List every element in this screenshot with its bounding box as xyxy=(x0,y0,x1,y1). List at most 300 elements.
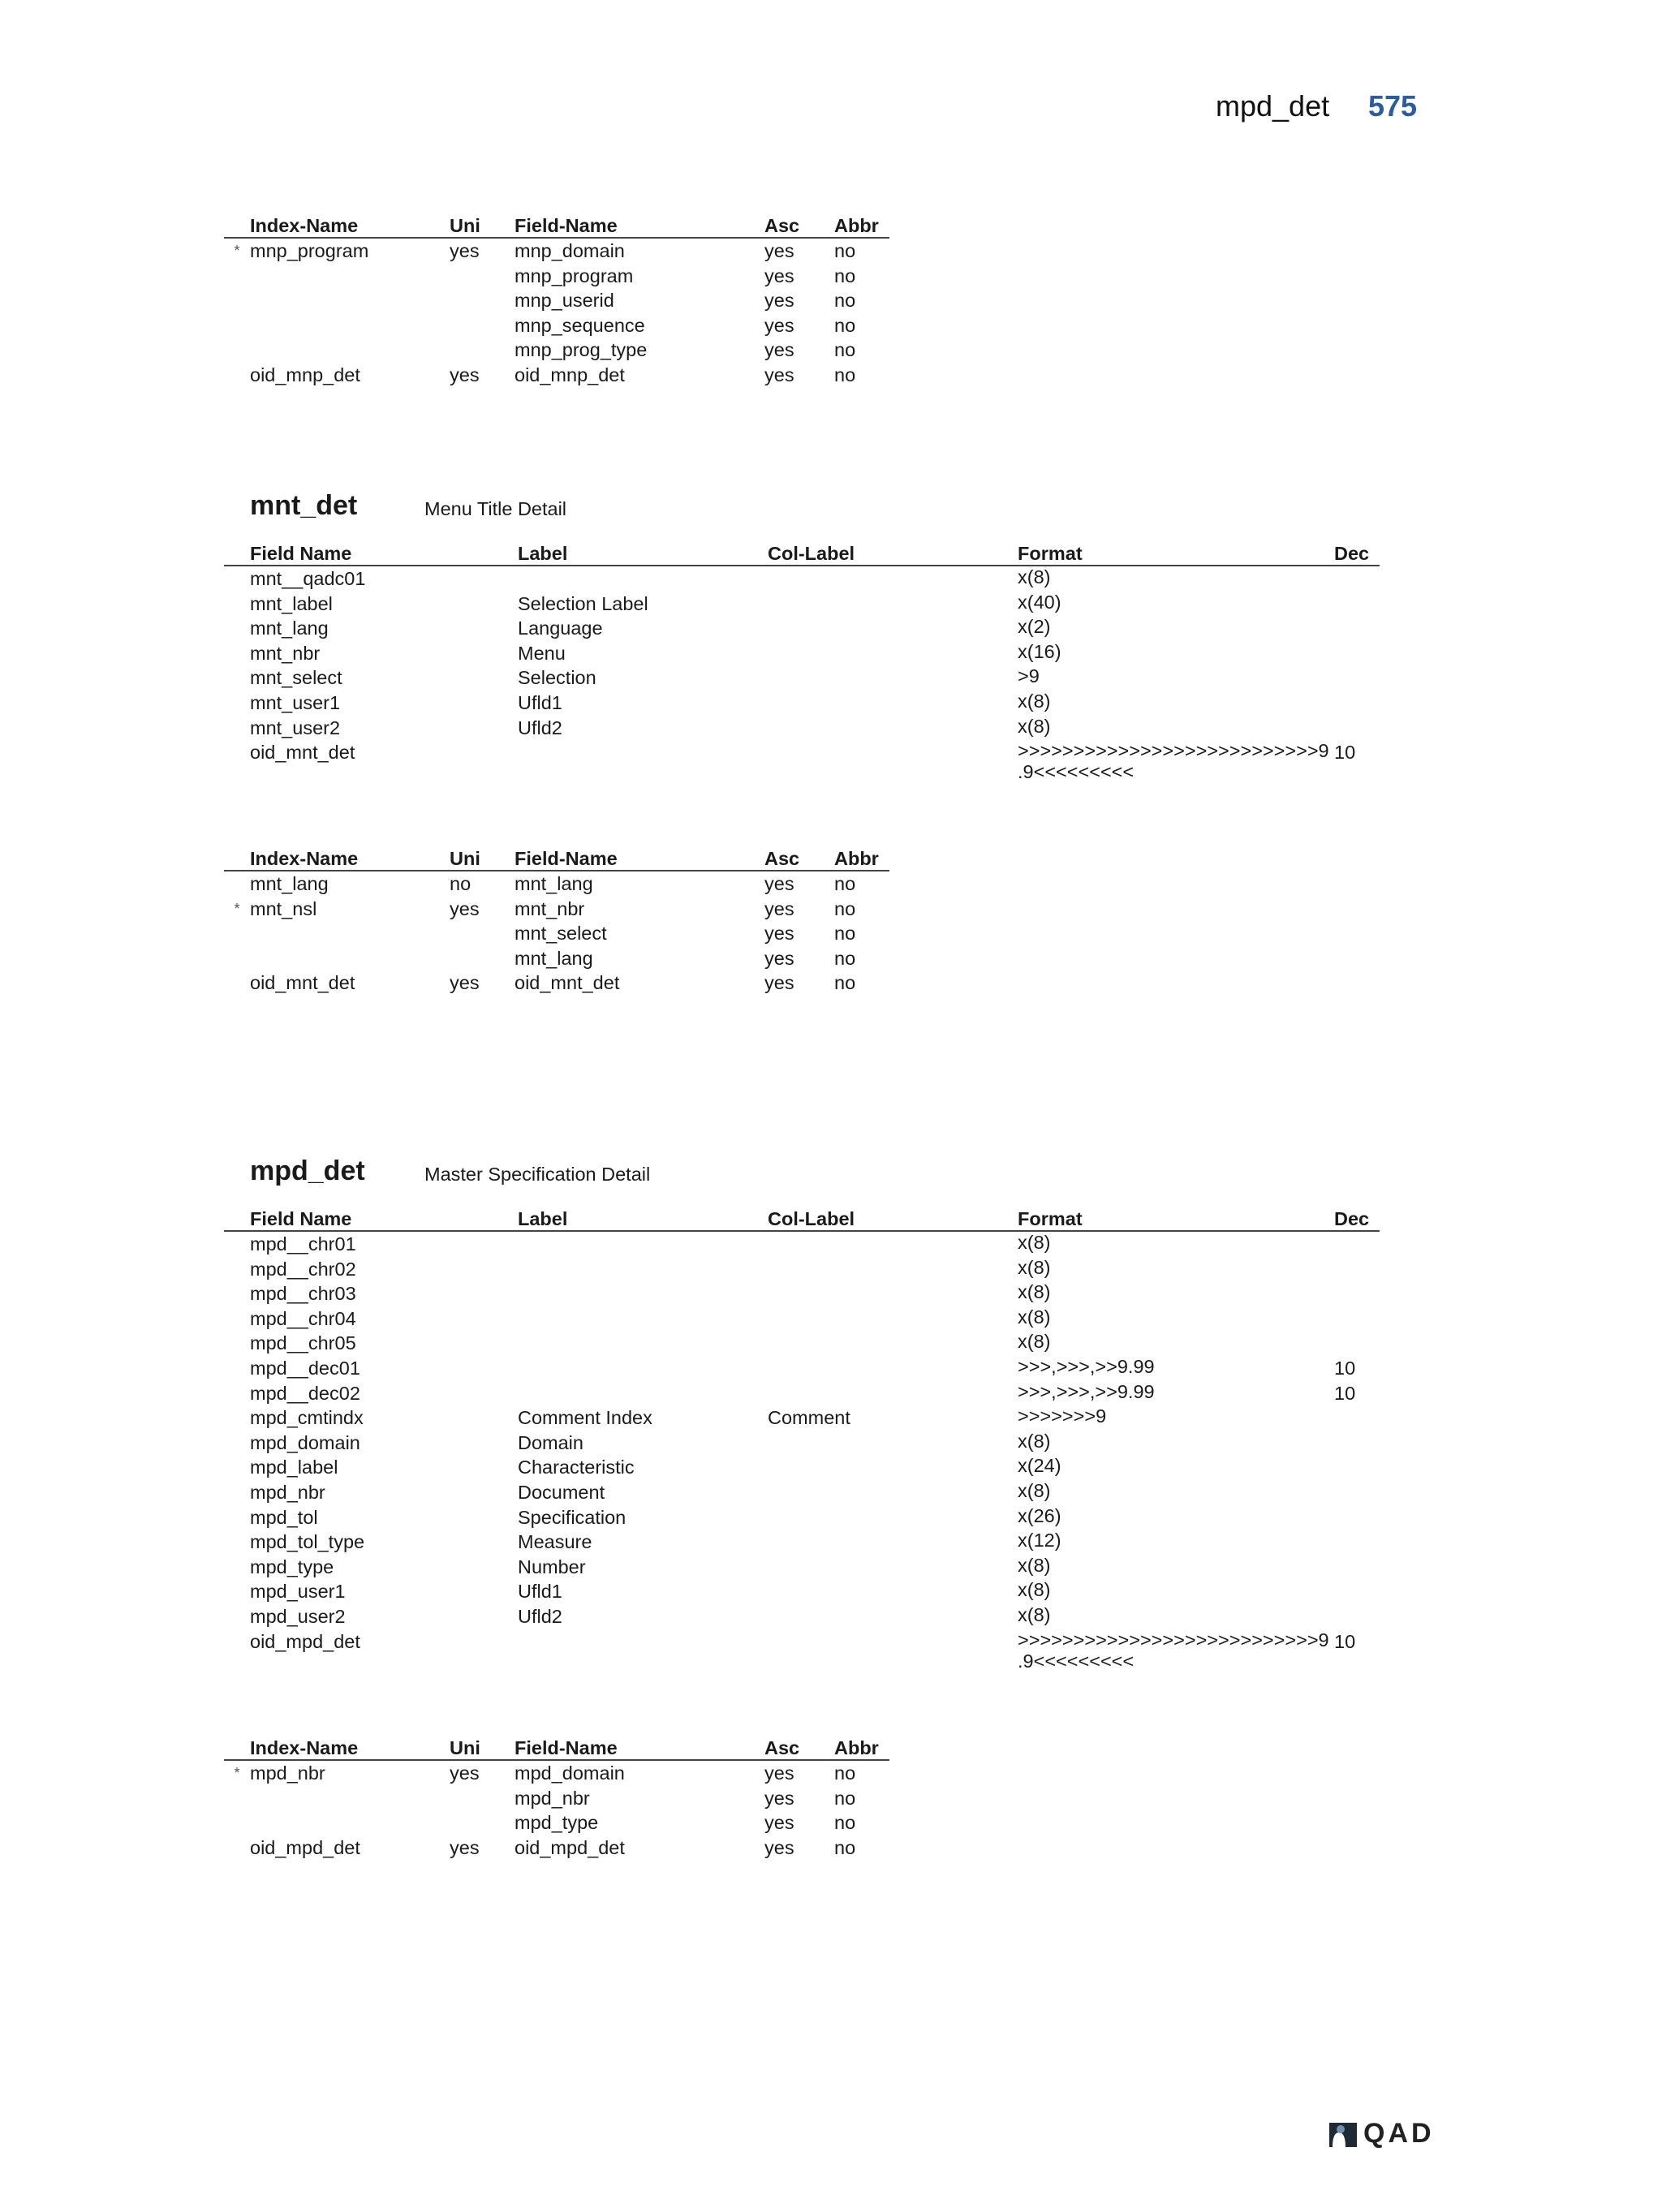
index-name xyxy=(250,946,450,971)
index-name: mnt_nsl xyxy=(250,897,317,919)
mpd-section-title xyxy=(250,1155,651,1187)
col-field-name: Field Name xyxy=(250,540,518,566)
ascending-flag: yes xyxy=(764,1812,794,1834)
column-label xyxy=(768,1629,1018,1672)
unique-flag: yes xyxy=(450,1836,480,1858)
index-row xyxy=(224,363,889,388)
abbreviated-flag: no xyxy=(834,1836,856,1858)
mpd-field-table xyxy=(224,1206,1380,1672)
mnt-index-table xyxy=(224,846,889,996)
col-field-name: Field-Name xyxy=(515,213,764,238)
field-name: mnt_lang xyxy=(515,947,593,969)
qad-logo-icon xyxy=(1328,2119,1358,2149)
field-name: mnt_label xyxy=(250,592,333,614)
primary-index-marker xyxy=(224,288,250,313)
primary-index-marker xyxy=(224,970,250,996)
unique-flag: no xyxy=(450,873,471,894)
field-row xyxy=(224,1356,1380,1381)
field-name: mpd_nbr xyxy=(250,1481,325,1503)
row-marker xyxy=(224,1231,250,1257)
field-name: mnp_domain xyxy=(515,240,625,261)
field-name: oid_mnt_det xyxy=(250,742,355,764)
row-marker xyxy=(224,592,250,617)
decimals xyxy=(1334,616,1380,641)
row-marker xyxy=(224,1579,250,1604)
field-format: x(8) xyxy=(1018,1281,1051,1303)
row-marker xyxy=(224,1405,250,1431)
unique-flag xyxy=(450,946,515,971)
field-row xyxy=(224,641,1380,666)
field-label: Selection Label xyxy=(518,592,648,614)
field-row xyxy=(224,592,1380,617)
field-name: mpd__chr04 xyxy=(250,1307,356,1329)
field-label xyxy=(518,1257,768,1282)
field-label: Document xyxy=(518,1481,605,1503)
primary-index-marker: * xyxy=(234,1765,240,1781)
abbreviated-flag: no xyxy=(834,339,856,361)
index-name xyxy=(250,264,450,289)
field-row xyxy=(224,740,1380,782)
primary-index-marker xyxy=(224,1786,250,1811)
column-label xyxy=(768,1604,1018,1629)
index-name xyxy=(250,921,450,946)
index-row xyxy=(224,897,889,922)
field-name: mnp_program xyxy=(515,265,634,286)
index-name: mnt_lang xyxy=(250,873,329,894)
column-label xyxy=(768,1356,1018,1381)
field-name: mpd_user1 xyxy=(250,1581,346,1603)
col-label: Label xyxy=(518,540,768,566)
field-label xyxy=(518,1231,768,1257)
field-name: mpd_type xyxy=(250,1556,334,1577)
primary-index-marker: * xyxy=(234,900,240,917)
ascending-flag: yes xyxy=(764,972,794,994)
decimals xyxy=(1334,641,1380,666)
decimals xyxy=(1334,592,1380,617)
unique-flag: yes xyxy=(450,240,480,261)
abbreviated-flag: no xyxy=(834,897,856,919)
column-label xyxy=(768,740,1018,782)
decimals xyxy=(1334,1505,1380,1530)
field-row xyxy=(224,1579,1380,1604)
abbreviated-flag: no xyxy=(834,364,856,385)
field-row xyxy=(224,1480,1380,1505)
running-table-name: mpd_det xyxy=(1216,89,1330,123)
ascending-flag: yes xyxy=(764,364,794,385)
field-name: mnp_userid xyxy=(515,290,614,312)
page-header xyxy=(0,89,1662,138)
field-format: x(8) xyxy=(1018,1554,1051,1576)
field-label xyxy=(518,740,768,782)
ascending-flag: yes xyxy=(764,923,794,945)
abbreviated-flag: no xyxy=(834,290,856,312)
column-label xyxy=(768,1281,1018,1306)
field-name: oid_mpd_det xyxy=(250,1630,360,1652)
field-header-row xyxy=(224,540,1380,566)
row-marker xyxy=(224,1381,250,1406)
col-field-name: Field-Name xyxy=(515,1735,764,1760)
field-name: mnt_nbr xyxy=(515,897,585,919)
decimals: 10 xyxy=(1334,1382,1356,1404)
field-format: x(8) xyxy=(1018,690,1051,712)
field-row xyxy=(224,1331,1380,1356)
col-asc: Asc xyxy=(764,213,834,238)
field-label: Selection xyxy=(518,667,596,689)
decimals xyxy=(1334,1331,1380,1356)
field-name: mnt_nbr xyxy=(250,642,321,664)
decimals xyxy=(1334,691,1380,716)
unique-flag: yes xyxy=(450,364,480,385)
column-label xyxy=(768,1555,1018,1580)
col-dec: Dec xyxy=(1334,540,1380,566)
unique-flag xyxy=(450,921,515,946)
col-abbr: Abbr xyxy=(834,1735,889,1760)
row-marker xyxy=(224,1257,250,1282)
ascending-flag: yes xyxy=(764,339,794,361)
unique-flag xyxy=(450,1786,515,1811)
field-name: mpd__chr01 xyxy=(250,1233,356,1254)
abbreviated-flag: no xyxy=(834,265,856,286)
mpd-index-table xyxy=(224,1735,889,1860)
abbreviated-flag: no xyxy=(834,947,856,969)
field-label xyxy=(518,1306,768,1332)
unique-flag xyxy=(450,288,515,313)
field-name: mnp_prog_type xyxy=(515,339,648,361)
field-row xyxy=(224,1306,1380,1332)
index-header-row xyxy=(224,1735,889,1760)
column-label xyxy=(768,691,1018,716)
decimals xyxy=(1334,1455,1380,1480)
column-label xyxy=(768,1381,1018,1406)
index-row xyxy=(224,313,889,338)
field-label: Language xyxy=(518,618,603,639)
primary-index-marker xyxy=(224,946,250,971)
field-name: mnt_select xyxy=(515,923,607,945)
row-marker xyxy=(224,1505,250,1530)
primary-index-marker xyxy=(224,1810,250,1835)
ascending-flag: yes xyxy=(764,873,794,894)
field-format: >9 xyxy=(1018,665,1040,687)
field-name: mnt_select xyxy=(250,667,342,689)
abbreviated-flag: no xyxy=(834,314,856,336)
row-marker xyxy=(224,641,250,666)
abbreviated-flag: no xyxy=(834,240,856,261)
field-label: Domain xyxy=(518,1431,583,1453)
column-label xyxy=(768,1455,1018,1480)
row-marker xyxy=(224,1281,250,1306)
row-marker xyxy=(224,1431,250,1456)
col-index-name: Index-Name xyxy=(250,213,450,238)
decimals xyxy=(1334,1257,1380,1282)
index-header-row xyxy=(224,846,889,871)
field-label: Specification xyxy=(518,1506,626,1528)
field-format: x(8) xyxy=(1018,1331,1051,1353)
field-label xyxy=(518,1381,768,1406)
index-name: mpd_nbr xyxy=(250,1762,325,1784)
col-uni: Uni xyxy=(450,1735,515,1760)
decimals xyxy=(1334,1306,1380,1332)
field-label: Measure xyxy=(518,1531,592,1553)
ascending-flag: yes xyxy=(764,1762,794,1784)
row-marker xyxy=(224,1331,250,1356)
col-abbr: Abbr xyxy=(834,213,889,238)
field-row xyxy=(224,665,1380,691)
col-field-name: Field-Name xyxy=(515,846,764,871)
index-name: oid_mnp_det xyxy=(250,364,360,385)
field-name: mpd_cmtindx xyxy=(250,1407,364,1429)
index-row xyxy=(224,338,889,363)
decimals xyxy=(1334,1405,1380,1431)
table-description: Master Specification Detail xyxy=(424,1164,651,1185)
field-name: mpd_tol_type xyxy=(250,1531,365,1553)
index-row xyxy=(224,1786,889,1811)
primary-index-marker xyxy=(224,363,250,388)
mnp-index-table xyxy=(224,213,889,388)
decimals: 10 xyxy=(1334,742,1356,764)
row-marker xyxy=(224,1306,250,1332)
field-format: x(40) xyxy=(1018,591,1061,613)
field-row xyxy=(224,1505,1380,1530)
unique-flag: yes xyxy=(450,1762,480,1784)
decimals: 10 xyxy=(1334,1357,1356,1379)
abbreviated-flag: no xyxy=(834,923,856,945)
decimals: 10 xyxy=(1334,1630,1356,1652)
field-name: mpd_user2 xyxy=(250,1605,346,1627)
unique-flag xyxy=(450,1810,515,1835)
col-uni: Uni xyxy=(450,213,515,238)
row-marker xyxy=(224,740,250,782)
field-name: mpd_domain xyxy=(250,1431,360,1453)
index-row xyxy=(224,238,889,264)
field-format: x(8) xyxy=(1018,715,1051,737)
unique-flag: yes xyxy=(450,897,480,919)
field-name: mnp_sequence xyxy=(515,314,645,336)
field-label xyxy=(518,1331,768,1356)
field-format: x(12) xyxy=(1018,1530,1061,1551)
row-marker xyxy=(224,691,250,716)
row-marker xyxy=(224,716,250,741)
field-label: Ufld1 xyxy=(518,691,562,713)
index-name xyxy=(250,288,450,313)
index-name xyxy=(250,1810,450,1835)
ascending-flag: yes xyxy=(764,265,794,286)
primary-index-marker xyxy=(224,313,250,338)
field-label: Comment Index xyxy=(518,1407,652,1429)
primary-index-marker xyxy=(224,921,250,946)
field-format: x(8) xyxy=(1018,1430,1051,1452)
field-row xyxy=(224,1455,1380,1480)
ascending-flag: yes xyxy=(764,1787,794,1809)
index-row xyxy=(224,946,889,971)
col-uni: Uni xyxy=(450,846,515,871)
field-format: >>>,>>>,>>9.99 xyxy=(1018,1380,1155,1402)
field-name: mpd_nbr xyxy=(515,1787,590,1809)
row-marker xyxy=(224,1480,250,1505)
field-name: oid_mnp_det xyxy=(515,364,625,385)
field-format: x(2) xyxy=(1018,616,1051,638)
index-name xyxy=(250,338,450,363)
col-index-name: Index-Name xyxy=(250,1735,450,1760)
field-name: mpd_type xyxy=(515,1812,599,1834)
field-row xyxy=(224,691,1380,716)
ascending-flag: yes xyxy=(764,314,794,336)
index-row xyxy=(224,970,889,996)
row-marker xyxy=(224,566,250,592)
column-label xyxy=(768,616,1018,641)
field-name: oid_mnt_det xyxy=(515,972,620,994)
field-row xyxy=(224,1604,1380,1629)
field-format: >>>,>>>,>>9.99 xyxy=(1018,1355,1155,1377)
row-marker xyxy=(224,1629,250,1672)
column-label xyxy=(768,1579,1018,1604)
col-format: Format xyxy=(1018,1206,1334,1231)
field-row xyxy=(224,1629,1380,1672)
field-label xyxy=(518,1356,768,1381)
row-marker xyxy=(224,1356,250,1381)
index-row xyxy=(224,1810,889,1835)
field-name: mnt_user1 xyxy=(250,691,341,713)
field-label: Ufld2 xyxy=(518,717,562,738)
field-format: x(8) xyxy=(1018,1232,1051,1253)
field-name: mnt_lang xyxy=(515,873,593,894)
col-field-name: Field Name xyxy=(250,1206,518,1231)
field-format: >>>>>>>>>>>>>>>>>>>>>>>>>>>9 .9<<<<<<<<< xyxy=(1018,1629,1329,1672)
column-label xyxy=(768,1306,1018,1332)
primary-index-marker: * xyxy=(234,243,240,259)
field-row xyxy=(224,716,1380,741)
field-label: Ufld2 xyxy=(518,1605,562,1627)
row-marker xyxy=(224,1455,250,1480)
row-marker xyxy=(224,665,250,691)
table-name: mnt_det xyxy=(250,490,358,521)
index-row xyxy=(224,921,889,946)
row-marker xyxy=(224,1555,250,1580)
field-name: mpd_tol xyxy=(250,1506,318,1528)
index-row xyxy=(224,288,889,313)
row-marker xyxy=(224,616,250,641)
field-format: >>>>>>>9 xyxy=(1018,1405,1107,1427)
field-row xyxy=(224,566,1380,592)
field-name: oid_mpd_det xyxy=(515,1836,625,1858)
field-row xyxy=(224,1381,1380,1406)
field-format: x(8) xyxy=(1018,1256,1051,1278)
decimals xyxy=(1334,566,1380,592)
decimals xyxy=(1334,1281,1380,1306)
decimals xyxy=(1334,1480,1380,1505)
col-label: Label xyxy=(518,1206,768,1231)
decimals xyxy=(1334,1231,1380,1257)
column-label xyxy=(768,1480,1018,1505)
field-name: mpd__chr02 xyxy=(250,1258,356,1280)
field-format: x(16) xyxy=(1018,640,1061,662)
unique-flag xyxy=(450,264,515,289)
mnt-section-title xyxy=(250,490,567,522)
col-dec: Dec xyxy=(1334,1206,1380,1231)
field-format: x(8) xyxy=(1018,1479,1051,1501)
field-format: x(8) xyxy=(1018,1579,1051,1601)
primary-index-marker xyxy=(224,1835,250,1861)
table-name: mpd_det xyxy=(250,1155,365,1186)
field-name: mpd__chr05 xyxy=(250,1332,356,1354)
col-index-name: Index-Name xyxy=(250,846,450,871)
field-row xyxy=(224,616,1380,641)
field-label: Ufld1 xyxy=(518,1581,562,1603)
col-asc: Asc xyxy=(764,846,834,871)
index-name xyxy=(250,1786,450,1811)
abbreviated-flag: no xyxy=(834,1787,856,1809)
field-row xyxy=(224,1431,1380,1456)
column-label xyxy=(768,592,1018,617)
field-row xyxy=(224,1555,1380,1580)
field-name: mpd__dec01 xyxy=(250,1357,360,1379)
field-row xyxy=(224,1405,1380,1431)
decimals xyxy=(1334,1579,1380,1604)
decimals xyxy=(1334,1555,1380,1580)
field-label: Menu xyxy=(518,642,566,664)
column-label xyxy=(768,1505,1018,1530)
field-name: mnt__qadc01 xyxy=(250,568,366,589)
decimals xyxy=(1334,1431,1380,1456)
row-marker xyxy=(224,1604,250,1629)
field-format: x(26) xyxy=(1018,1504,1061,1526)
ascending-flag: yes xyxy=(764,290,794,312)
field-label: Characteristic xyxy=(518,1457,635,1478)
index-row xyxy=(224,1760,889,1786)
field-row xyxy=(224,1281,1380,1306)
column-label xyxy=(768,1530,1018,1555)
decimals xyxy=(1334,1530,1380,1555)
field-name: mnt_user2 xyxy=(250,717,341,738)
table-description: Menu Title Detail xyxy=(424,498,567,519)
index-name: mnp_program xyxy=(250,240,369,261)
col-format: Format xyxy=(1018,540,1334,566)
col-asc: Asc xyxy=(764,1735,834,1760)
primary-index-marker xyxy=(224,264,250,289)
column-label xyxy=(768,665,1018,691)
field-label xyxy=(518,566,768,592)
field-format: x(24) xyxy=(1018,1455,1061,1477)
col-abbr: Abbr xyxy=(834,846,889,871)
col-col-label: Col-Label xyxy=(768,540,1018,566)
field-name: mpd__dec02 xyxy=(250,1382,360,1404)
index-row xyxy=(224,1835,889,1861)
field-label xyxy=(518,1281,768,1306)
unique-flag xyxy=(450,313,515,338)
unique-flag: yes xyxy=(450,972,480,994)
decimals xyxy=(1334,665,1380,691)
field-name: mnt_lang xyxy=(250,618,329,639)
ascending-flag: yes xyxy=(764,240,794,261)
page-number: 575 xyxy=(1368,89,1418,123)
unique-flag xyxy=(450,338,515,363)
mnt-field-table xyxy=(224,540,1380,782)
ascending-flag: yes xyxy=(764,947,794,969)
abbreviated-flag: no xyxy=(834,972,856,994)
index-row xyxy=(224,264,889,289)
index-name: oid_mnt_det xyxy=(250,972,355,994)
index-header-row xyxy=(224,213,889,238)
index-row xyxy=(224,871,889,897)
field-row xyxy=(224,1257,1380,1282)
primary-index-marker xyxy=(224,338,250,363)
ascending-flag: yes xyxy=(764,897,794,919)
field-format: >>>>>>>>>>>>>>>>>>>>>>>>>>>9 .9<<<<<<<<< xyxy=(1018,740,1329,783)
primary-index-marker xyxy=(224,871,250,897)
decimals xyxy=(1334,716,1380,741)
column-label xyxy=(768,1431,1018,1456)
field-name: mpd_label xyxy=(250,1457,338,1478)
logo-wordmark: QAD xyxy=(1363,2118,1435,2149)
